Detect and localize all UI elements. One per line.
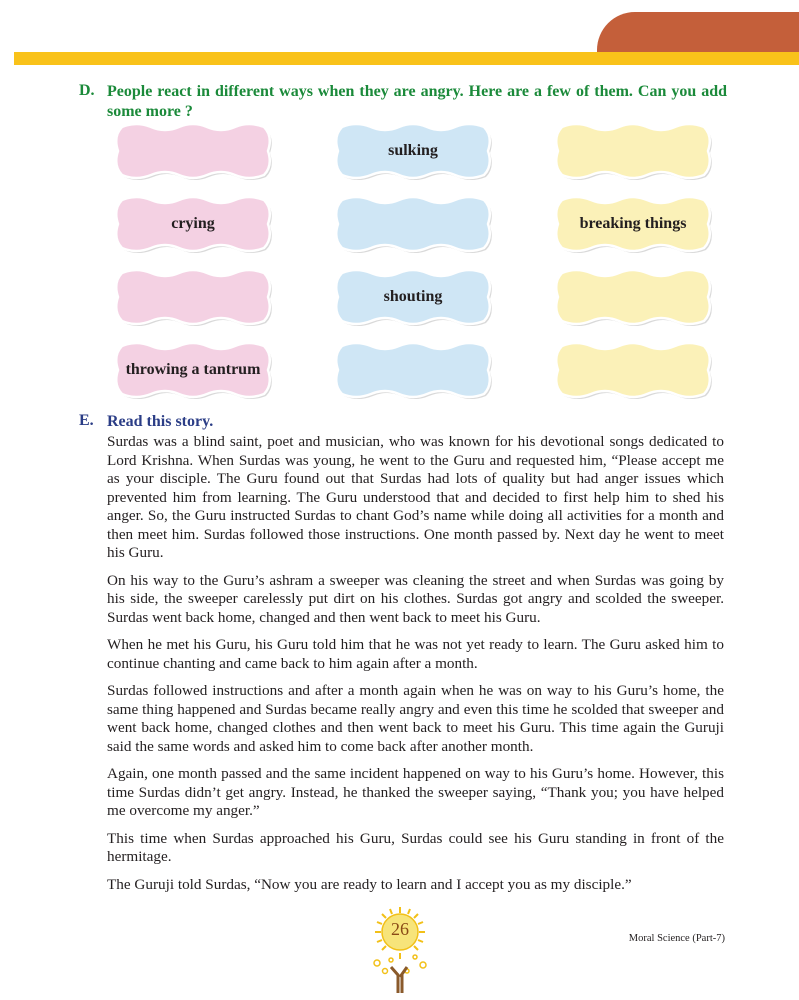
- page-number: 26: [391, 919, 409, 939]
- reaction-box: [548, 121, 718, 181]
- reaction-box: [328, 194, 498, 254]
- question-e-letter: E.: [79, 412, 94, 429]
- story-paragraph: When he met his Guru, his Guru told him that he was not yet ready to learn. The Guru asked him to continue chanting and came back to him again after a month.: [107, 636, 724, 672]
- reaction-box-label: crying: [171, 215, 215, 232]
- reaction-box-label: [108, 121, 278, 181]
- book-title-footer: Moral Science (Part-7): [628, 933, 725, 944]
- reaction-box-label: [548, 340, 718, 400]
- story-paragraph: On his way to the Guru’s ashram a sweeper was cleaning the street and when Surdas was going by his side, the sweeper carelessly put dirt on his clothes. Surdas got angry and scolded the sweeper. Surdas went back home, changed and then went back to meet his Guru.: [107, 571, 724, 626]
- reaction-box: [328, 121, 498, 181]
- question-d-prompt: People react in different ways when they are angry. Here are a few of them. Can you add some more ?: [107, 83, 727, 120]
- reaction-box: [548, 340, 718, 400]
- reaction-box: [548, 267, 718, 327]
- reaction-box: [548, 194, 718, 254]
- reaction-box: [108, 267, 278, 327]
- story-paragraph: Again, one month passed and the same incident happened on way to his Guru’s home. However, this time Surdas didn’t get angry. Instead, he thanked the sweeper saying, “Thank you; you have helped me overcome my anger.”: [107, 765, 724, 819]
- reaction-box-label: [328, 194, 498, 254]
- reaction-box-label: [548, 267, 718, 327]
- story-paragraph: Surdas followed instructions and after a month again when he was on way to his Guru’s home, the same thing happened and Surdas became really angry and even this time he scolded that sweeper and went back home, changed clothes and then went back to meet his Guru. This time again the Guruji said the same words and asked him to come back after another month.: [107, 682, 724, 755]
- reaction-box-label: [548, 121, 718, 181]
- reaction-box: [328, 267, 498, 327]
- reaction-box-label: sulking: [388, 142, 438, 159]
- story-text: [107, 433, 724, 903]
- reaction-box-label: shouting: [383, 288, 443, 305]
- reaction-box: [108, 340, 278, 400]
- story-paragraph: Surdas was a blind saint, poet and musician, who was known for his devotional songs dedicated to Lord Krishna. When Surdas was young, he went to the Guru and requested him, “Please accept me as your disciple. The Guru found out that Surdas had lots of quality but had anger issues which prevented him from learning. The Guru understood that and decided to first help him to shed his anger. So, the Guru instructed Surdas to chant God’s name while doing all activities for a month and then meet him. Surdas followed those instructions. One month passed by. Next day he went to meet his Guru.: [107, 433, 724, 561]
- reaction-box: [108, 121, 278, 181]
- reaction-box: [328, 340, 498, 400]
- story-paragraph: This time when Surdas approached his Guru, Surdas could see his Guru standing in front of the hermitage.: [107, 829, 724, 865]
- reaction-box-label: [108, 267, 278, 327]
- reaction-box-label: throwing a tantrum: [125, 361, 261, 378]
- question-e-heading: Read this story.: [107, 413, 214, 430]
- reaction-box-label: breaking things: [579, 215, 687, 232]
- question-d-letter: D.: [79, 82, 95, 99]
- reaction-box-label: [328, 340, 498, 400]
- reaction-box: [108, 194, 278, 254]
- story-paragraph: The Guruji told Surdas, “Now you are ready to learn and I accept you as my disciple.”: [107, 875, 632, 893]
